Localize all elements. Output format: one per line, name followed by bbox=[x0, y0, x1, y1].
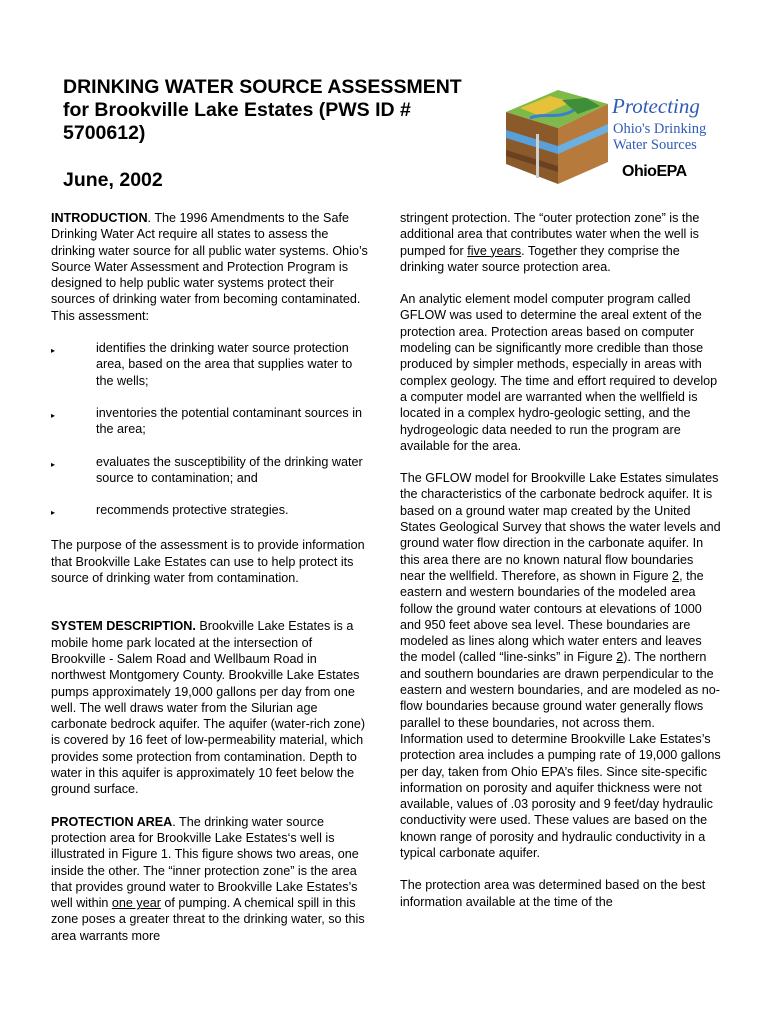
right-column bbox=[400, 210, 722, 910]
system-description-text: Brookville Lake Estates is a mobile home park located at the intersection of Brookville - Salem Road and Wellbaum Road in northwest Montgomery County. Brookville Lake Estates pumps approximately 19,000 gallons per day from one well. The well draws water from the Silurian age carbonate bedrock aquifer. The aquifer (water-rich zone) is covered by 16 feet of low-permeability material, which provides some protection from contamination. Depth to water in this aquifer is approximately 10 feet below the ground surface. bbox=[51, 619, 366, 797]
bullet-icon: ▸ bbox=[51, 346, 56, 356]
system-description-heading: SYSTEM DESCRIPTION. bbox=[51, 619, 196, 634]
introduction-heading: INTRODUCTION bbox=[51, 211, 148, 225]
introduction-paragraph bbox=[51, 210, 369, 324]
protection-area-text-end: of pumping. A chemical spill in this zone poses a greater threat to the drinking water, so this area warrants more bbox=[51, 896, 365, 943]
protection-area-text: . The drinking water source protection area for Brookville Lake Estates‘s well is illustrated in Figure 1. This figure shows two areas, one inside the other. The “inner protection zone” is the area that provides ground water to Brookville Lake Estates’s well within bbox=[51, 814, 359, 911]
purpose-paragraph: The purpose of the assessment is to provide information that Brookville Lake Estates can use to help protect its source of drinking water from contamination. bbox=[51, 538, 365, 586]
logo-line-3: Water Sources bbox=[613, 137, 697, 153]
introduction-text: . The 1996 Amendments to the Safe Drinking Water Act require all states to assess the drinking water source for all public water systems. Ohio’s Source Water Assessment and Protection Program is designed to help public water systems protect their sources of drinking water from becoming contaminated. This assessment: bbox=[51, 211, 368, 323]
list-item bbox=[51, 340, 369, 389]
gflow-model-text-end: ). The northern and southern boundaries are drawn perpendicular to the eastern and western boundaries, and are modeled as no-flow boundaries because ground water generally flows parallel to these boundaries, not across them. bbox=[400, 650, 720, 730]
figure-2-link: 2 bbox=[672, 568, 680, 583]
gflow-model-text: The GFLOW model for Brookville Lake Estates simulates the characteristics of the carbonate bedrock aquifer. It is based on a ground water map created by the United States Geological Survey that shows the water levels and ground water flow direction in the carbonate aquifer. In this area there are no known natural flow boundaries near the wellfield. Therefore, as shown in Figure bbox=[400, 471, 721, 583]
outer-zone-text: stringent protection. The “outer protection zone” is the additional area that contributes water when the well is pumped for bbox=[400, 211, 700, 258]
bullet-text: evaluates the susceptibility of the drinking water source to contamination; and bbox=[96, 454, 363, 485]
outer-zone-paragraph bbox=[400, 210, 722, 275]
pumping-rate-paragraph: Information used to determine Brookville Lake Estates’s protection area includes a pumping rate of 19,000 gallons per day, taken from Ohio EPA’s files. Since site-specific information on porosity and aquifer thickness were not available, values of .03 porosity and 9 feet/day hydraulic conductivity were used. These values are based on the known range of porosity and hydraulic conductivity in a typical carbonate aquifer. bbox=[400, 731, 721, 860]
title-line-1: DRINKING WATER SOURCE ASSESSMENT bbox=[63, 76, 462, 98]
list-item bbox=[51, 454, 369, 487]
bullet-text: identifies the drinking water source protection area, based on the area that supplies water to the wells; bbox=[96, 341, 353, 388]
gflow-intro-paragraph: An analytic element model computer program called GFLOW was used to determine the areal extent of the protection area. Protection areas based on computer modeling can be significantly more credible than those produced by simpler methods, especially in areas with complex geology. The time and effort required to develop a computer model are warranted when the wellfield is located in a complex hydro-geologic setting, and the hydrogeologic data needed to run the program are available for the area. bbox=[400, 292, 718, 453]
protecting-ohio-logo bbox=[500, 84, 722, 194]
bullet-icon: ▸ bbox=[51, 410, 56, 420]
document-title bbox=[63, 76, 493, 192]
logo-protecting-text: Protecting bbox=[612, 94, 700, 118]
logo-subtitle bbox=[613, 121, 733, 153]
left-column bbox=[51, 210, 369, 944]
gflow-model-paragraph bbox=[400, 470, 722, 731]
title-line-2: for Brookville Lake Estates (PWS ID # bbox=[63, 99, 411, 121]
ohio-epa-wordmark: OhioEPA bbox=[622, 163, 687, 180]
logo-line-2: Ohio's Drinking bbox=[613, 121, 707, 137]
outer-zone-text-end: . Together they comprise the drinking water source protection area. bbox=[400, 243, 680, 274]
system-description-paragraph bbox=[51, 618, 369, 797]
determination-paragraph: The protection area was determined based on the best information available at the time of the bbox=[400, 878, 706, 909]
bullet-icon: ▸ bbox=[51, 459, 56, 469]
list-item bbox=[51, 502, 369, 521]
figure-2-link: 2 bbox=[616, 650, 624, 665]
title-line-3: 5700612) bbox=[63, 122, 146, 144]
bullet-text: recommends protective strategies. bbox=[96, 503, 289, 518]
list-item bbox=[51, 405, 369, 438]
bullet-text: inventories the potential contaminant sources in the area; bbox=[96, 405, 363, 437]
bullet-icon: ▸ bbox=[51, 508, 56, 518]
one-year-underlined: one year bbox=[111, 896, 161, 911]
landscape-block-icon bbox=[500, 84, 612, 190]
document-date: June, 2002 bbox=[63, 169, 163, 191]
gflow-model-text-middle: , the eastern and western boundaries of the modeled area follow the ground water contours at elevations of 1000 and 950 feet above sea level. These boundaries are modeled as lines along which water enters and leaves the model (called “line-sinks” in Figure bbox=[400, 568, 704, 665]
protection-area-heading: PROTECTION AREA bbox=[51, 814, 173, 829]
five-years-underlined: five years bbox=[467, 243, 522, 258]
protection-area-paragraph bbox=[51, 814, 369, 944]
